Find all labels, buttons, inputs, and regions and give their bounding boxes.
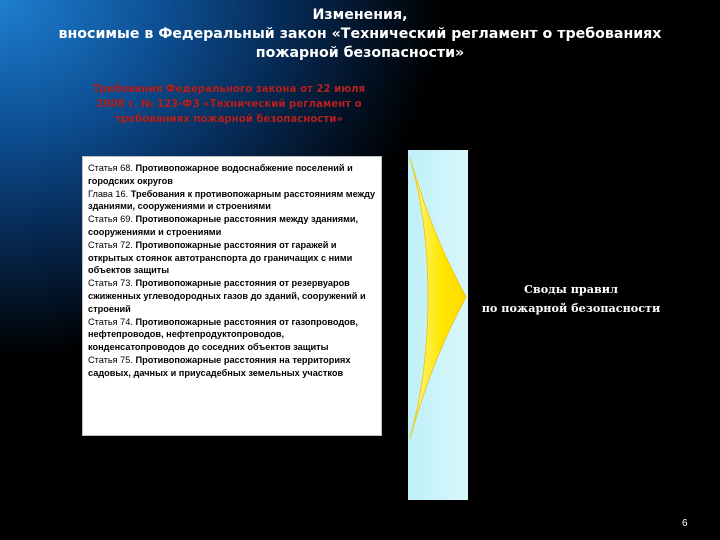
article-title: Противопожарные расстояния от газопроводов, нефтепроводов, нефтепродуктопроводов, конденсатопроводов до соседних объектов защиты (88, 316, 358, 353)
article-title: Противопожарные расстояния на территориях садовых, дачных и приусадебных земельных участков (88, 354, 351, 378)
article-prefix: Глава 16. (88, 188, 131, 199)
double-arrow-icon (408, 150, 468, 500)
law-heading (84, 82, 374, 127)
article-title: Противопожарные расстояния между зданиями, сооружениями и строениями (88, 214, 359, 237)
article-item (88, 213, 377, 239)
article-item (88, 162, 377, 188)
article-item (88, 239, 377, 277)
article-prefix: Статья 75. (88, 354, 136, 365)
article-item (88, 277, 377, 315)
article-prefix: Статья 74. (88, 316, 136, 327)
article-title: Требования к противопожарным расстояниям между зданиями, сооружениями и строениями (88, 188, 376, 212)
article-prefix: Статья 68. (88, 163, 136, 173)
article-item (88, 188, 377, 214)
article-prefix: Статья 69. (88, 214, 136, 225)
slide-title (0, 6, 720, 63)
slide-title-line-1: Изменения, (312, 7, 408, 23)
article-item (88, 316, 377, 354)
codes-label (478, 280, 664, 318)
article-prefix: Статья 72. (88, 239, 136, 250)
article-item (88, 354, 377, 380)
article-title: Противопожарные расстояния от гаражей и открытых стоянок автотранспорта до граничащих с ними объектов защиты (88, 239, 353, 276)
page-number: 6 (682, 518, 688, 529)
articles-box (82, 156, 382, 436)
law-heading-line-1: Требования Федерального закона от 22 июля (92, 84, 366, 95)
article-title: Противопожарное водоснабжение поселений и городских округов (88, 163, 353, 186)
codes-label-line-1: Своды правил (524, 282, 618, 296)
law-heading-line-2: 2008 г. № 123-ФЗ «Технический регламент о (96, 99, 362, 110)
arrow-panel (408, 150, 468, 500)
slide-title-line-3: пожарной безопасности» (255, 45, 465, 61)
codes-label-line-2: по пожарной безопасности (481, 301, 661, 315)
article-prefix: Статья 73. (88, 278, 136, 289)
slide-title-line-2: вносимые в Федеральный закон «Технический регламент о требованиях (58, 26, 662, 42)
article-title: Противопожарные расстояния от резервуаров сжиженных углеводородных газов до зданий, сооружений и строений (88, 278, 366, 314)
law-heading-line-3: требованиях пожарной безопасности» (114, 114, 344, 125)
